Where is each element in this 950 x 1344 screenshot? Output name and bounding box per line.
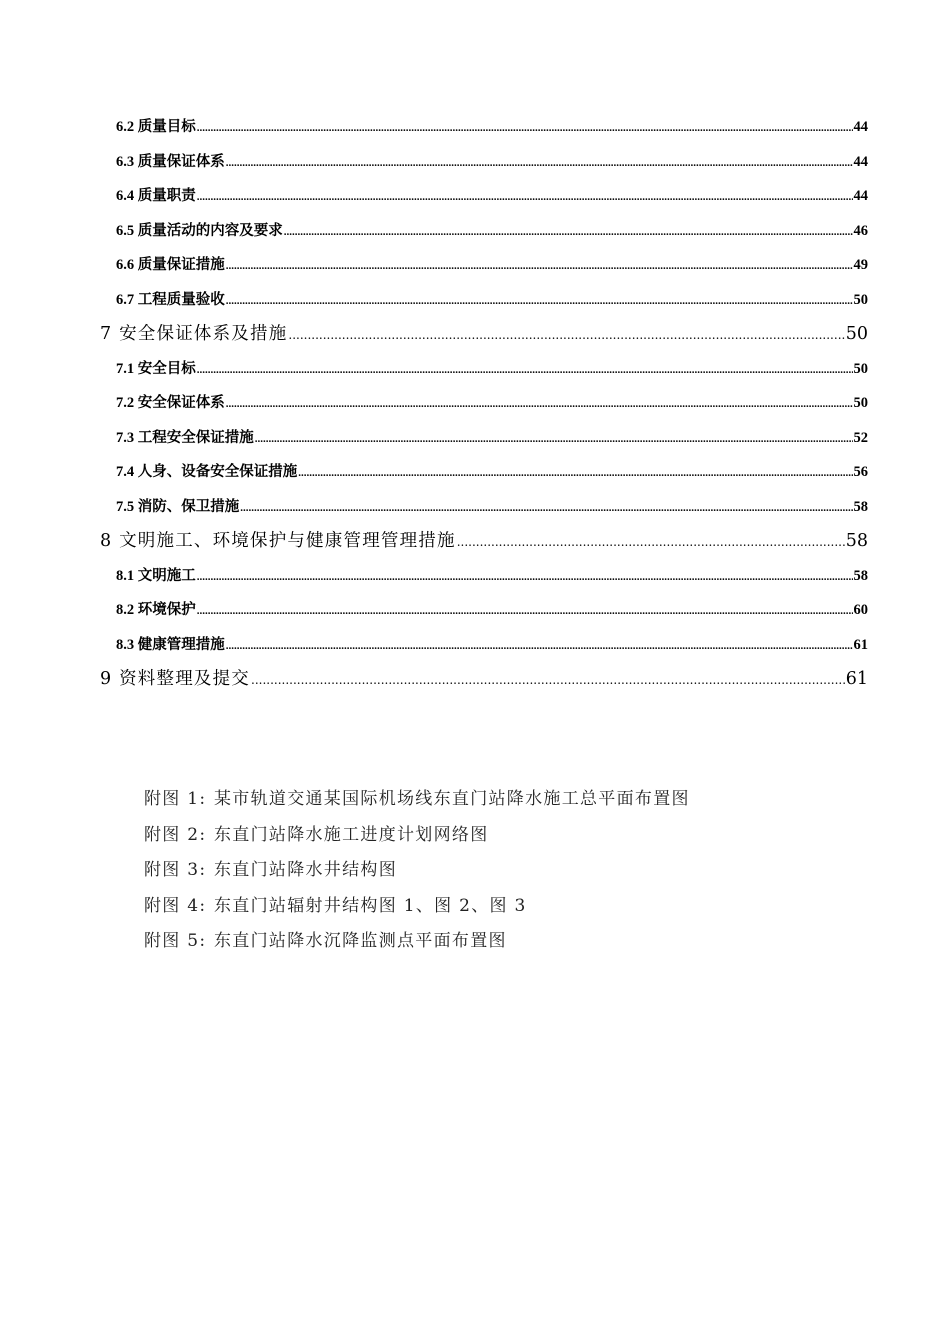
toc-entry-title: 8.1 文明施工 [116, 567, 196, 584]
toc-page-number: 58 [853, 567, 868, 584]
toc-page-number: 44 [853, 153, 868, 170]
toc-page-number: 46 [853, 222, 868, 239]
toc-entry-title: 6.2 质量目标 [116, 119, 196, 135]
appendix-label: 附图 2: [144, 824, 207, 845]
toc-leader-dots [197, 353, 853, 388]
toc-page-number: 58 [845, 531, 868, 551]
toc-entry[interactable] [100, 214, 868, 249]
appendix-item [144, 924, 690, 960]
toc-leader-dots [457, 525, 845, 560]
appendix-title: 东直门站降水井结构图 [214, 860, 397, 880]
toc-leader-dots [226, 146, 853, 181]
toc-leader-dots [226, 387, 853, 422]
toc-leader-dots [197, 180, 853, 215]
toc-entry-title: 6.4 质量职责 [116, 188, 196, 204]
appendix-item [144, 889, 690, 925]
toc-entry-title: 7.4 人身、设备安全保证措施 [116, 464, 298, 480]
toc-entry[interactable] [100, 283, 868, 318]
toc-leader-dots [255, 422, 853, 457]
toc-leader-dots [226, 284, 853, 319]
toc-entry-title: 7 安全保证体系及措施 [100, 324, 288, 344]
toc-entry-title: 6.7 工程质量验收 [116, 291, 225, 308]
toc-leader-dots [226, 249, 853, 284]
toc-chapter-entry[interactable] [100, 662, 868, 697]
toc-page-number: 58 [853, 498, 868, 515]
toc-entry-title: 6.3 质量保证体系 [116, 153, 225, 170]
appendix-label: 附图 4: [144, 895, 207, 916]
toc-entry-title: 9 资料整理及提交 [100, 669, 250, 689]
toc-entry[interactable] [100, 352, 868, 387]
toc-page-number: 44 [853, 188, 868, 204]
toc-entry[interactable] [100, 455, 868, 490]
appendix-title: 东直门站降水沉降监测点平面布置图 [214, 931, 507, 951]
toc-page-number: 50 [853, 360, 868, 377]
toc-entry[interactable] [100, 179, 868, 214]
toc-page-number: 61 [853, 636, 868, 653]
toc-page-number: 49 [853, 257, 868, 273]
toc-page-number: 50 [845, 324, 868, 344]
toc-page-number: 44 [853, 119, 868, 135]
toc-entry[interactable] [100, 110, 868, 145]
toc-entry[interactable] [100, 145, 868, 180]
toc-entry[interactable] [100, 386, 868, 421]
toc-entry[interactable] [100, 559, 868, 594]
appendix-item [144, 818, 690, 854]
toc-entry[interactable] [100, 628, 868, 663]
toc-entry[interactable] [100, 490, 868, 525]
toc-leader-dots [298, 456, 852, 491]
appendix-title: 东直门站辐射井结构图 1、图 2、图 3 [214, 895, 527, 916]
toc-page-number: 56 [853, 464, 868, 480]
appendix-item [144, 782, 690, 818]
toc-leader-dots [288, 318, 844, 353]
toc-leader-dots [197, 111, 853, 146]
toc-leader-dots [284, 215, 853, 250]
appendix-label: 附图 1: [144, 789, 207, 809]
toc-leader-dots [240, 491, 852, 526]
toc-page-number: 60 [853, 602, 868, 618]
toc-page-number: 61 [845, 669, 868, 689]
toc-entry-title: 6.5 质量活动的内容及要求 [116, 222, 283, 239]
toc-entry-title: 7.2 安全保证体系 [116, 395, 225, 411]
toc-page-number: 52 [853, 429, 868, 446]
toc-entry-title: 7.1 安全目标 [116, 360, 196, 377]
toc-entry-title: 7.5 消防、保卫措施 [116, 498, 240, 515]
appendix-label: 附图 3: [144, 860, 207, 880]
appendix-title: 东直门站降水施工进度计划网络图 [214, 824, 489, 845]
toc-leader-dots [197, 560, 853, 595]
toc-chapter-entry[interactable] [100, 317, 868, 352]
toc-entry-title: 6.6 质量保证措施 [116, 257, 225, 273]
toc-entry-title: 8.3 健康管理措施 [116, 636, 225, 653]
table-of-contents [100, 110, 868, 697]
toc-entry[interactable] [100, 421, 868, 456]
appendix-title: 某市轨道交通某国际机场线东直门站降水施工总平面布置图 [214, 789, 690, 809]
toc-leader-dots [197, 594, 853, 629]
appendix-item [144, 853, 690, 889]
toc-entry[interactable] [100, 593, 868, 628]
appendix-label: 附图 5: [144, 931, 207, 951]
toc-page-number: 50 [853, 395, 868, 411]
toc-entry-title: 7.3 工程安全保证措施 [116, 429, 254, 446]
toc-entry-title: 8.2 环境保护 [116, 602, 196, 618]
toc-page-number: 50 [853, 291, 868, 308]
toc-leader-dots [251, 663, 845, 698]
toc-chapter-entry[interactable] [100, 524, 868, 559]
toc-entry[interactable] [100, 248, 868, 283]
appendix-figure-list [144, 782, 690, 960]
toc-leader-dots [226, 629, 853, 664]
toc-entry-title: 8 文明施工、环境保护与健康管理管理措施 [100, 531, 456, 551]
